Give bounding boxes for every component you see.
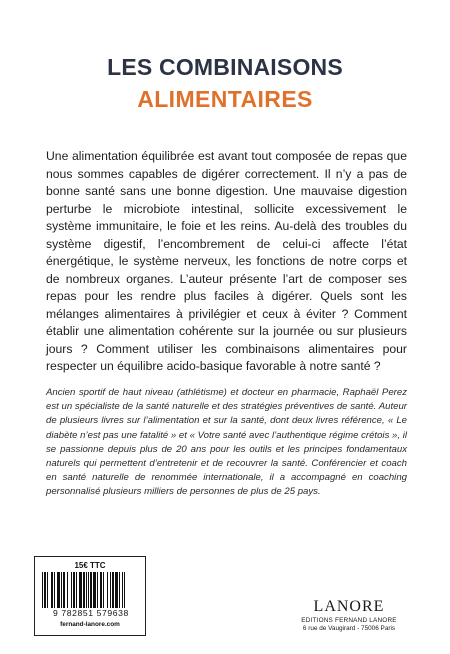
barcode-bar xyxy=(107,572,108,608)
price-label: 15€ TTC xyxy=(74,561,106,570)
barcode-bar xyxy=(83,572,85,608)
barcode-bar xyxy=(112,572,114,608)
barcode-bar xyxy=(115,572,118,608)
barcode-bar xyxy=(86,572,87,608)
barcode-image xyxy=(42,572,140,608)
barcode-bar xyxy=(119,572,120,608)
publisher-name: EDITIONS FERNAND LANORE xyxy=(301,617,397,624)
author-bio: Ancien sportif de haut niveau (athlétisme) et docteur en pharmacie, Raphaël Perez est un spécialiste de la santé naturelle et des stratégies préventives de santé. Auteur de plusieurs livres sur l’alimentation et sur la santé, dont deux livres référence, « Le diabète n’est pas une fatalité » et « Votre santé avec l’authentique régime crétois », il se passionne depuis plus de 20 ans pour les outils et les principes fondamentaux naturels qui permettent d’entretenir et de recouvrer la santé. Conférencier et coach en santé naturelle de renommée internationale, il a accompagné en coaching personnalisé plusieurs milliers de personnes de plus de 25 pays. xyxy=(46,387,407,498)
title-line-1: LES COMBINAISONS xyxy=(107,54,343,80)
publisher-address: 6 rue de Vaugirard - 75006 Paris xyxy=(302,625,396,632)
barcode-bar xyxy=(76,572,77,608)
barcode-bar xyxy=(54,572,55,608)
publisher-logo: LANORE xyxy=(313,598,385,615)
barcode-panel xyxy=(34,556,146,636)
barcode-bar xyxy=(93,572,96,608)
barcode-bar xyxy=(61,572,62,608)
barcode-bar xyxy=(103,572,104,608)
publisher-block xyxy=(270,598,428,632)
barcode-bar xyxy=(79,572,82,608)
barcode-bar xyxy=(73,572,75,608)
barcode-bar xyxy=(122,572,123,608)
website-link[interactable]: fernand-lanore.com xyxy=(60,621,120,628)
barcode-bar xyxy=(47,572,48,608)
barcode-bar xyxy=(67,572,68,608)
barcode-bar xyxy=(57,572,60,608)
barcode-bar xyxy=(51,572,53,608)
title-line-2: ALIMENTAIRES xyxy=(137,86,313,112)
book-summary: Une alimentation équilibrée est avant tout composée de repas que nous sommes capables de digérer correctement. Il n’y a pas de bonne santé sans une bonne digestion. Une mauvaise digestion perturbe le microbiote intestinal, sollicite excessivement le système immunitaire, le foie et les reins. Au-delà des troubles du système digestif, l’encombrement de celui-ci affecte l’état énergétique, le système nerveux, les fonctions de notre corps et de nombreux organes. L’auteur présente l’art de composer ses repas pour les rendre plus faciles à digérer. Quels sont les mélanges alimentaires à privilégier et ceux à éviter ? Comment établir une alimentation cohérente sur la journée ou sur plusieurs jours ? Comment utiliser les combinaisons alimentaires pour respecter un équilibre acido-basique favorable à notre santé ? xyxy=(46,149,407,373)
barcode-bar xyxy=(110,572,111,608)
barcode-bar xyxy=(63,572,65,608)
isbn-digits: 9 782851 579638 xyxy=(53,608,129,618)
barcode-bar xyxy=(71,572,72,608)
barcode-bar xyxy=(100,572,102,608)
barcode-bar xyxy=(124,572,125,608)
barcode-bar xyxy=(42,572,43,608)
barcode-bar xyxy=(88,572,89,608)
barcode-bar xyxy=(44,572,46,608)
barcode-bar xyxy=(90,572,92,608)
barcode-bar xyxy=(97,572,98,608)
